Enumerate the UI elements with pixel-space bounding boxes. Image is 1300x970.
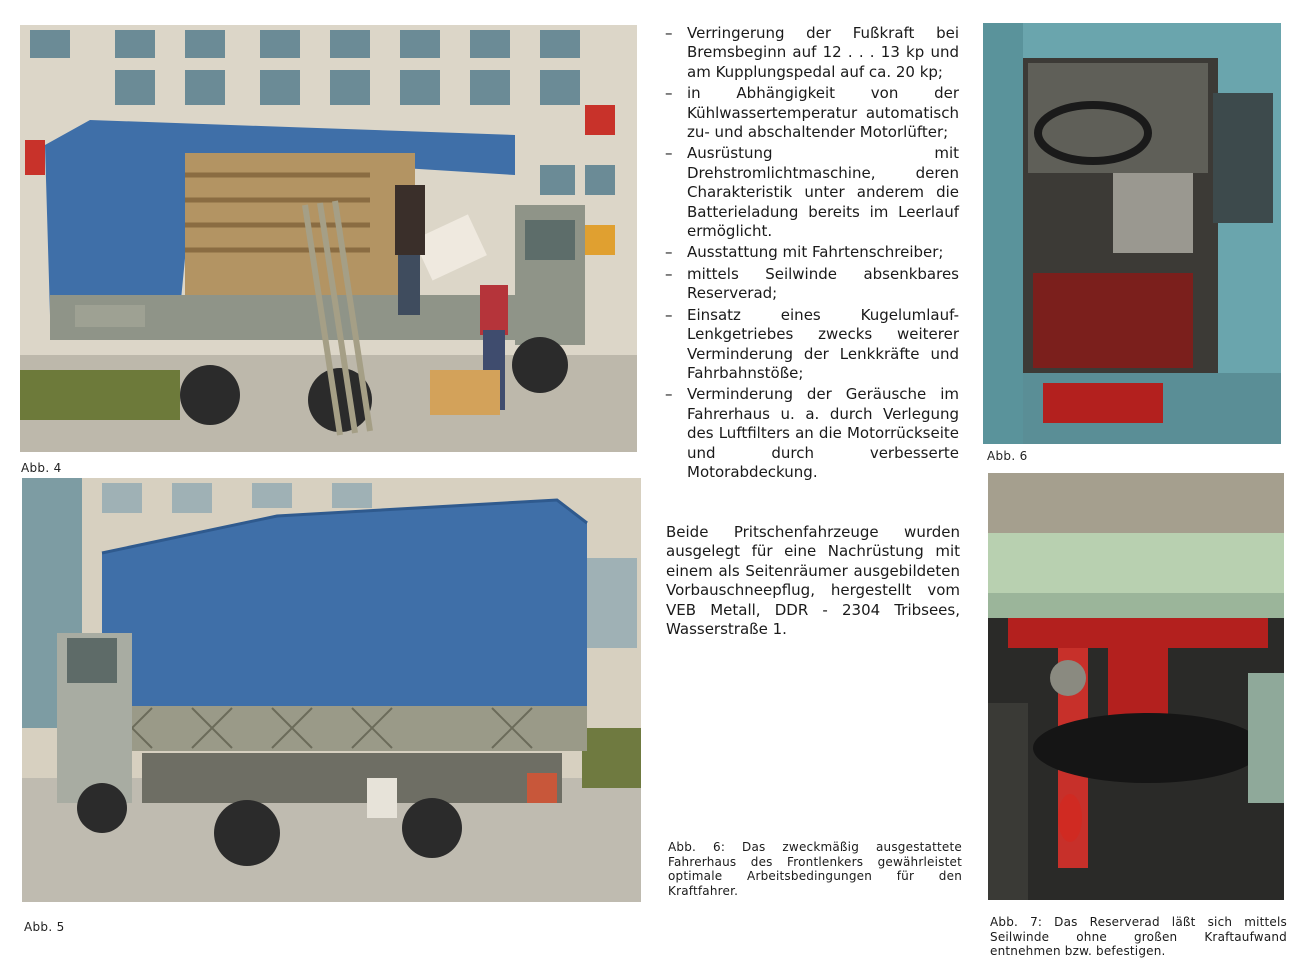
feature-text: Verringerung der Fußkraft bei Bremsbeginn auf 12 . . . 13 kp und am Kupplungspedal auf ca. 20 kp; [687, 24, 959, 81]
photo-abb-6 [983, 23, 1281, 444]
list-dash: – [665, 243, 673, 262]
feature-text: Verminderung der Geräusche im Fahrerhaus u. a. durch Verlegung des Luftfilters an die Motorrückseite und durch verbesserte Motorabdeckung. [687, 385, 959, 481]
list-dash: – [665, 24, 673, 42]
feature-text: Einsatz eines Kugelumlauf-Lenkgetriebes zwecks weiterer Verminderung der Lenkkräfte und Fahrbahnstöße; [687, 305, 959, 382]
feature-list-item [665, 243, 959, 262]
body-paragraph: Beide Pritschenfahrzeuge wurden ausgelegt für eine Nachrüstung mit einem als Seitenräumer ausgebildeten Vorbauschneepflug, hergestellt vom VEB Metall, DDR - 2304 Tribsees, Wasserstraße 1. [666, 523, 960, 639]
feature-list-item [665, 265, 959, 304]
feature-list-item [665, 306, 959, 384]
list-dash: – [665, 144, 673, 163]
photo-abb-5 [22, 478, 641, 902]
feature-list-item [665, 84, 959, 142]
list-dash: – [665, 264, 673, 283]
figure-label-abb-4: Abb. 4 [21, 461, 62, 475]
list-dash: – [665, 385, 673, 404]
caption-abb-7: Abb. 7: Das Reserverad läßt sich mittels Seilwinde ohne großen Kraftaufwand entnehmen bzw. befestigen. [990, 915, 1287, 959]
feature-text: in Abhängigkeit von der Kühlwassertemperatur automatisch zu- und abschaltender Motorlüfter; [687, 84, 959, 142]
figure-label-abb-6: Abb. 6 [987, 449, 1028, 463]
caption-abb-6: Abb. 6: Das zweckmäßig ausgestattete Fahrerhaus des Frontlenkers gewährleistet optimale Arbeitsbedingungen für den Kraftfahrer. [668, 840, 962, 898]
list-dash: – [665, 305, 673, 324]
feature-text: mittels Seilwinde absenkbares Reserverad; [687, 264, 959, 303]
feature-list-item [665, 24, 959, 82]
feature-list-item [665, 144, 959, 241]
feature-list-item [665, 385, 959, 482]
feature-list [665, 24, 959, 484]
photo-abb-7 [988, 473, 1284, 900]
photo-abb-4 [20, 25, 637, 452]
feature-text: Ausstattung mit Fahrtenschreiber; [687, 243, 944, 262]
figure-label-abb-5: Abb. 5 [24, 920, 65, 934]
list-dash: – [665, 84, 673, 103]
feature-text: Ausrüstung mit Drehstromlichtmaschine, deren Charakteristik unter anderem die Batterieladung bereits im Leerlauf ermöglicht. [687, 144, 959, 241]
